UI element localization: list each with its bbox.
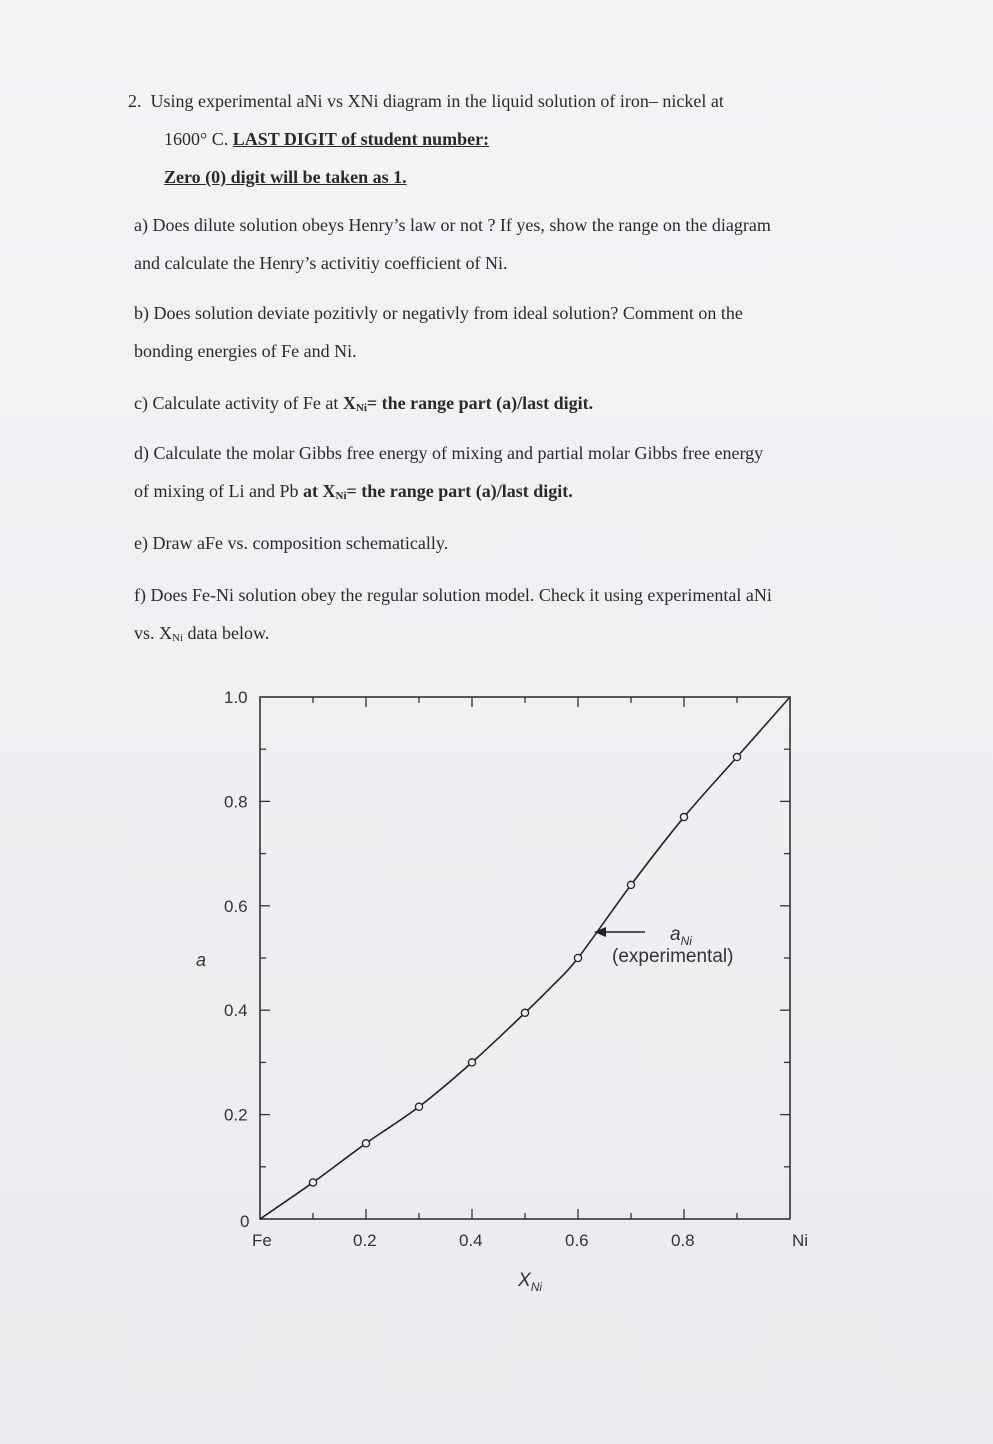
- fe-end-label: Fe: [252, 1231, 272, 1250]
- ni-end-label: Ni: [792, 1231, 809, 1250]
- data-point: [733, 753, 740, 760]
- part-d-line-2: [134, 480, 573, 507]
- y-tick-label: 0.4: [224, 1001, 248, 1021]
- activity-chart: [180, 680, 840, 1310]
- data-point: [468, 1059, 475, 1066]
- data-point: [680, 813, 687, 820]
- question-text: Using experimental aNi vs XNi diagram in the liquid solution of iron– nickel at: [150, 91, 724, 111]
- part-f-prefix: vs. X: [134, 623, 173, 643]
- question-line-1: [128, 90, 724, 112]
- x-axis-label-main: X: [518, 1270, 531, 1291]
- part-f-suffix: data below.: [183, 623, 270, 643]
- annotation-ani: [670, 924, 692, 948]
- part-a-line-2: and calculate the Henry’s activitiy coefficient of Ni.: [134, 253, 508, 273]
- part-b-line-1: b) Does solution deviate pozitivly or negativly from ideal solution? Comment on the: [134, 303, 743, 323]
- x-tick-label: 0.2: [353, 1231, 377, 1250]
- y-tick-label: 0.8: [224, 792, 248, 812]
- x-tick-label: 0.8: [671, 1231, 695, 1250]
- data-point: [574, 954, 581, 961]
- x-axis-label: [517, 1270, 542, 1294]
- part-b-line-2: bonding energies of Fe and Ni.: [134, 341, 357, 361]
- part-f-line-1: f) Does Fe-Ni solution obey the regular solution model. Check it using experimental aNi: [134, 585, 772, 605]
- data-point: [521, 1009, 528, 1016]
- part-d-at: at X: [303, 481, 336, 501]
- x-tick-label: 0.4: [459, 1231, 483, 1250]
- part-e-line: e) Draw aFe vs. composition schematically.: [134, 533, 449, 553]
- annotation-experimental: (experimental): [612, 946, 734, 967]
- origin-label: 0: [240, 1212, 250, 1231]
- question-line-2: [164, 128, 489, 150]
- data-markers: [309, 753, 740, 1186]
- part-c-suffix: = the range part (a)/last digit.: [366, 393, 594, 413]
- part-d-line-1: d) Calculate the molar Gibbs free energy of mixing and partial molar Gibbs free energy: [134, 443, 764, 463]
- y-tick-label: 1.0: [224, 688, 248, 707]
- part-c-x: X: [342, 393, 356, 413]
- part-d-suffix: = the range part (a)/last digit.: [346, 481, 573, 501]
- annotation-ani-sub: Ni: [680, 934, 692, 948]
- part-c-sub: Ni: [355, 402, 367, 414]
- y-tick-labels: [224, 688, 248, 1125]
- data-point: [362, 1140, 369, 1147]
- part-c-prefix: c) Calculate activity of Fe at: [134, 393, 343, 413]
- annotation-ani-main: a: [670, 924, 681, 945]
- x-tick-labels: [353, 1231, 695, 1250]
- last-digit-instruction: LAST DIGIT of student number:: [232, 129, 490, 149]
- y-tick-label: 0.6: [224, 896, 248, 916]
- part-c-line: [134, 392, 593, 419]
- y-axis-label: a: [196, 950, 207, 970]
- part-d-prefix: of mixing of Li and Pb: [134, 481, 303, 501]
- zero-digit-instruction: Zero (0) digit will be taken as 1.: [164, 167, 407, 187]
- data-point: [309, 1179, 316, 1186]
- x-tick-label: 0.6: [565, 1231, 589, 1250]
- part-d-sub: Ni: [335, 490, 347, 502]
- data-point: [415, 1103, 422, 1110]
- part-f-sub: Ni: [172, 632, 184, 644]
- x-axis-label-sub: Ni: [530, 1280, 543, 1294]
- part-a-line-1: a) Does dilute solution obeys Henry’s law or not ? If yes, show the range on the diagram: [134, 215, 771, 235]
- data-point: [627, 881, 634, 888]
- part-f-line-2: [134, 622, 269, 649]
- temperature-text: 1600° C.: [164, 129, 229, 149]
- y-tick-label: 0.2: [224, 1105, 248, 1125]
- question-number: 2.: [128, 91, 142, 111]
